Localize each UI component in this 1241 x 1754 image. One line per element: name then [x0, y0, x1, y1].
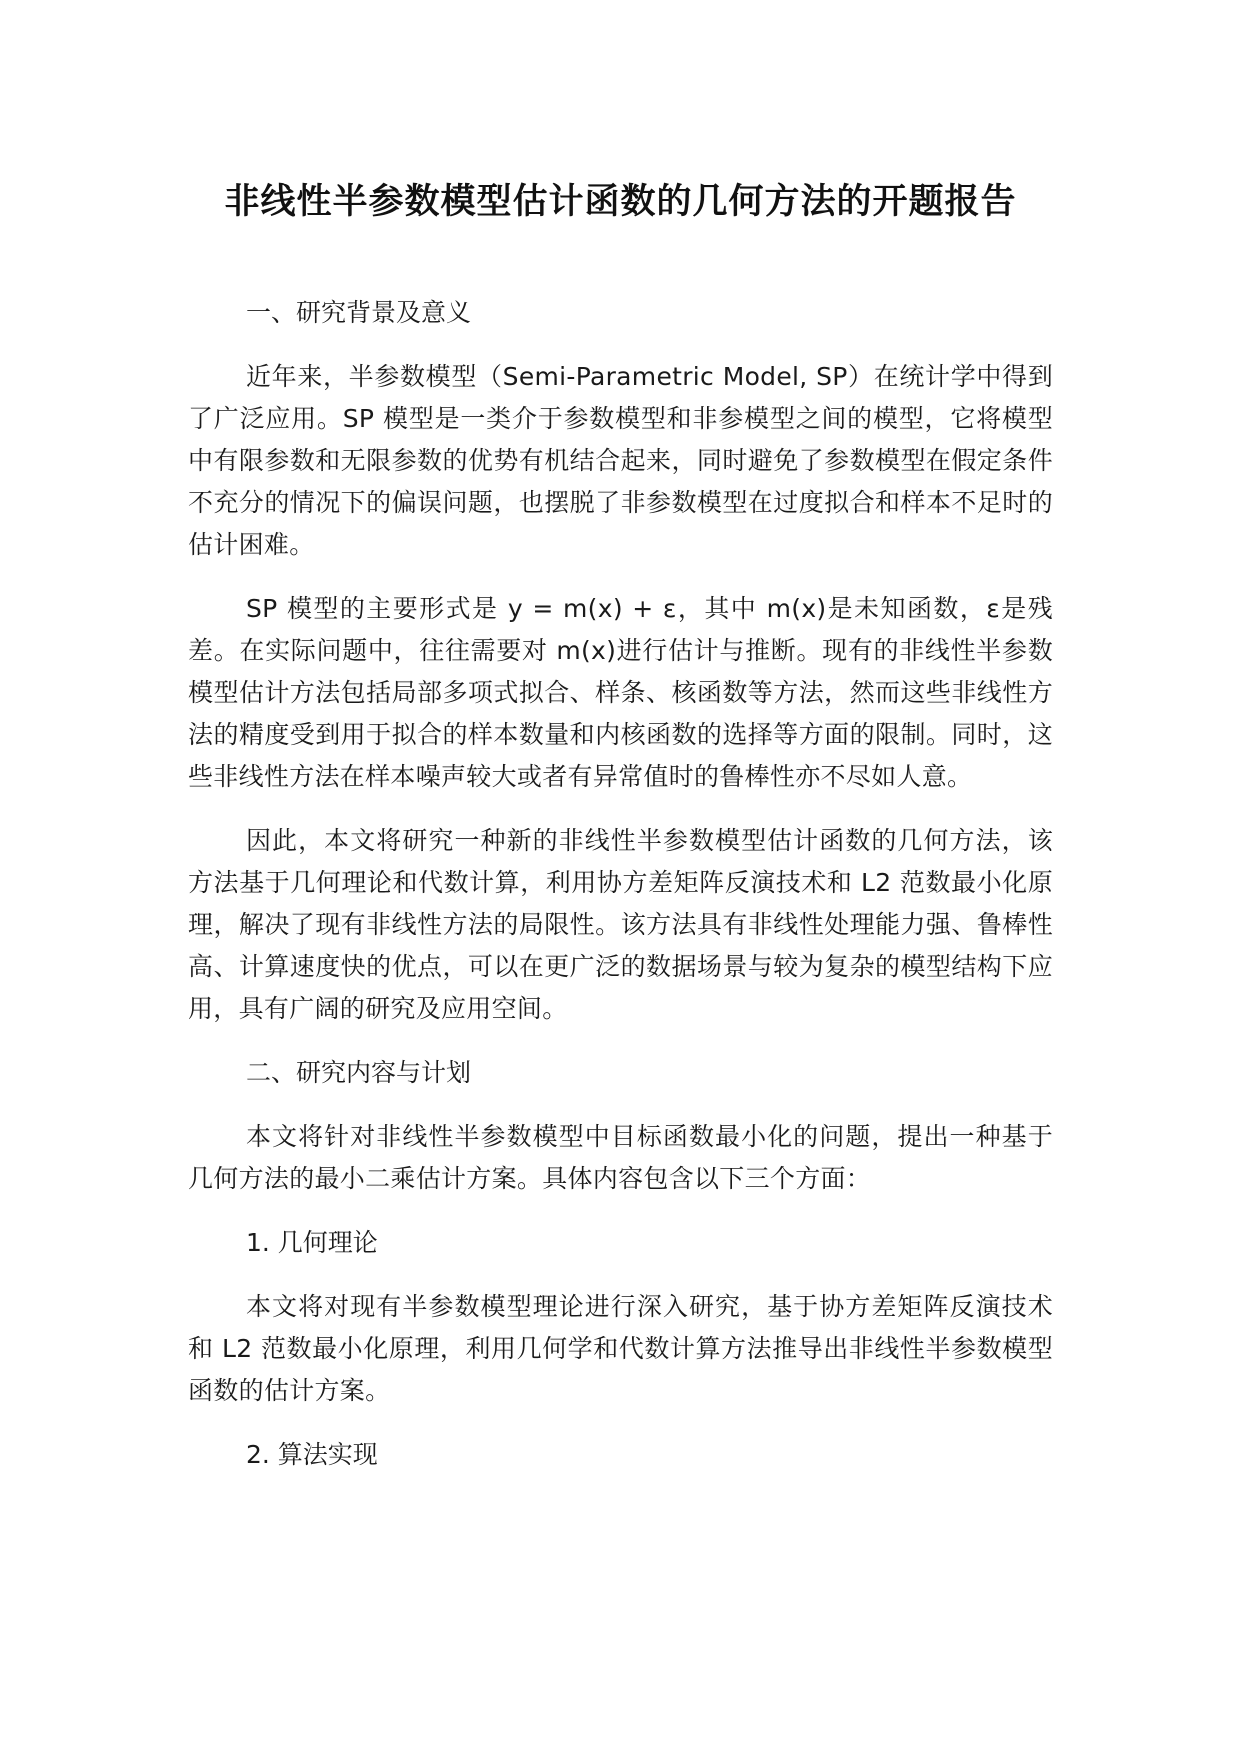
paragraph-intro: 近年来，半参数模型（Semi-Parametric Model, SP）在统计学中得到了广泛应用。SP 模型是一类介于参数模型和非参模型之间的模型，它将模型中有限参数和无限参数的优势有机结合起来，同时避免了参数模型在假定条件不充分的情况下的偏误问题，也摆脱了非参数模型在过度拟合和样本不足时的估计困难。: [188, 362, 1053, 559]
list-item-algorithm-implementation: 2. 算法实现: [246, 1440, 378, 1469]
paragraph-method-summary: 因此，本文将研究一种新的非线性半参数模型估计函数的几何方法，该方法基于几何理论和代数计算，利用协方差矩阵反演技术和 L2 范数最小化原理，解决了现有非线性方法的局限性。该方法具有非线性处理能力强、鲁棒性高、计算速度快的优点，可以在更广泛的数据场景与较为复杂的模型结构下应用，具有广阔的研究及应用空间。: [188, 826, 1053, 1023]
paragraph-research-overview: 本文将针对非线性半参数模型中目标函数最小化的问题，提出一种基于几何方法的最小二乘估计方案。具体内容包含以下三个方面：: [188, 1122, 1053, 1193]
paragraph-geometry-theory: 本文将对现有半参数模型理论进行深入研究，基于协方差矩阵反演技术和 L2 范数最小化原理，利用几何学和代数计算方法推导出非线性半参数模型函数的估计方案。: [188, 1292, 1053, 1405]
document-body: [188, 292, 1053, 1498]
paragraph-model-form: SP 模型的主要形式是 y = m(x) + ε，其中 m(x)是未知函数，ε是残差。在实际问题中，往往需要对 m(x)进行估计与推断。现有的非线性半参数模型估计方法包括局部多项式拟合、样条、核函数等方法，然而这些非线性方法的精度受到用于拟合的样本数量和内核函数的选择等方面的限制。同时，这些非线性方法在样本噪声较大或者有异常值时的鲁棒性亦不尽如人意。: [188, 594, 1053, 791]
section-heading-research-content: 二、研究内容与计划: [246, 1058, 472, 1087]
document-title: 非线性半参数模型估计函数的几何方法的开题报告: [224, 182, 1017, 222]
section-heading-background: 一、研究背景及意义: [246, 298, 472, 327]
list-item-geometry-theory: 1. 几何理论: [246, 1228, 378, 1257]
